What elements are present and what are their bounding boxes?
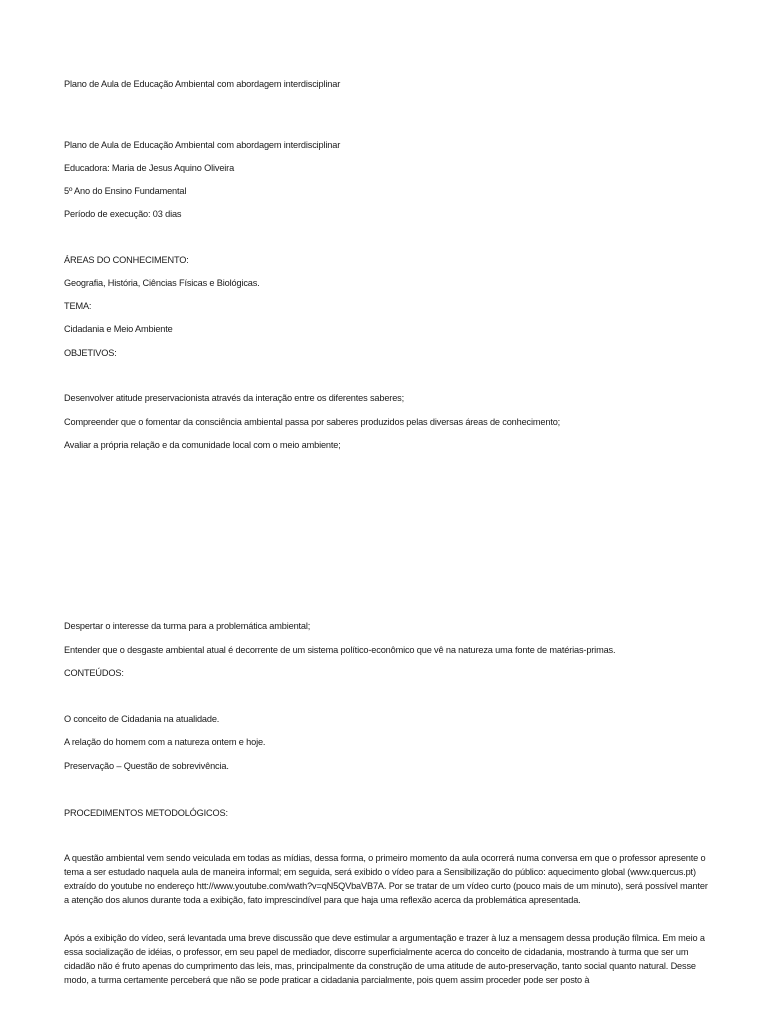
educator-line: Educadora: Maria de Jesus Aquino Oliveira <box>64 163 235 173</box>
conteudos-label: CONTEÚDOS: <box>64 668 124 678</box>
period-line: Período de execução: 03 dias <box>64 209 182 219</box>
areas-label: ÁREAS DO CONHECIMENTO: <box>64 255 189 265</box>
objetivo-item: Despertar o interesse da turma para a problemática ambiental; <box>64 621 311 631</box>
tema-label: TEMA: <box>64 301 92 311</box>
procedimentos-label: PROCEDIMENTOS METODOLÓGICOS: <box>64 808 228 818</box>
grade-line: 5º Ano do Ensino Fundamental <box>64 186 187 196</box>
tema-text: Cidadania e Meio Ambiente <box>64 324 173 334</box>
objetivos-label: OBJETIVOS: <box>64 348 117 358</box>
objetivo-item: Compreender que o fomentar da consciência ambiental passa por saberes produzidos pelas diversas áreas de conhecimento; <box>64 417 561 427</box>
procedimentos-paragraph-1: A questão ambiental vem sendo veiculada em todas as mídias, dessa forma, o primeiro momento da aula ocorrerá numa conversa em que o professor apresente o tema a ser estudado naquela aula de maneira informal; em seguida, será exibido o vídeo para a Sensibilização do público: aquecimento global (www.quercus.pt) extraído do youtube no endereço htt://www.youtube.com/wath?v=qN5QVbaVB7A. Por se tratar de um vídeo curto (pouco mais de um minuto), será possível manter a atenção dos alunos durante toda a exibição, fato imprescindível para que haja uma reflexão acerca da problemática apresentada. <box>64 853 708 905</box>
conteudo-item: A relação do homem com a natureza ontem e hoje. <box>64 737 266 747</box>
document-title: Plano de Aula de Educação Ambiental com abordagem interdisciplinar <box>64 140 341 150</box>
objetivo-item: Desenvolver atitude preservacionista através da interação entre os diferentes saberes; <box>64 393 404 403</box>
objetivo-item: Avaliar a própria relação e da comunidade local com o meio ambiente; <box>64 440 341 450</box>
areas-text: Geografia, História, Ciências Físicas e Biológicas. <box>64 278 260 288</box>
procedimentos-paragraph-2: Após a exibição do vídeo, será levantada uma breve discussão que deve estimular a argumentação e trazer à luz a mensagem dessa produção fílmica. Em meio a essa socialização de idéias, o professor, em seu papel de mediador, discorre superficialmente acerca do conceito de cidadania, mostrando à turma que ser um cidadão não é fruto apenas do cumprimento das leis, mas, principalmente da construção de uma atitude de auto-preservação, tanto social quanto natural. Desse modo, a turma certamente perceberá que não se pode praticar a cidadania parcialmente, pois quem assim proceder pode ser posto à <box>64 933 705 985</box>
conteudo-item: O conceito de Cidadania na atualidade. <box>64 714 220 724</box>
objetivo-item: Entender que o desgaste ambiental atual é decorrente de um sistema político-econômico que vê na natureza uma fonte de matérias-primas. <box>64 645 616 655</box>
document-heading: Plano de Aula de Educação Ambiental com abordagem interdisciplinar <box>64 79 341 89</box>
conteudo-item: Preservação – Questão de sobrevivência. <box>64 761 229 771</box>
